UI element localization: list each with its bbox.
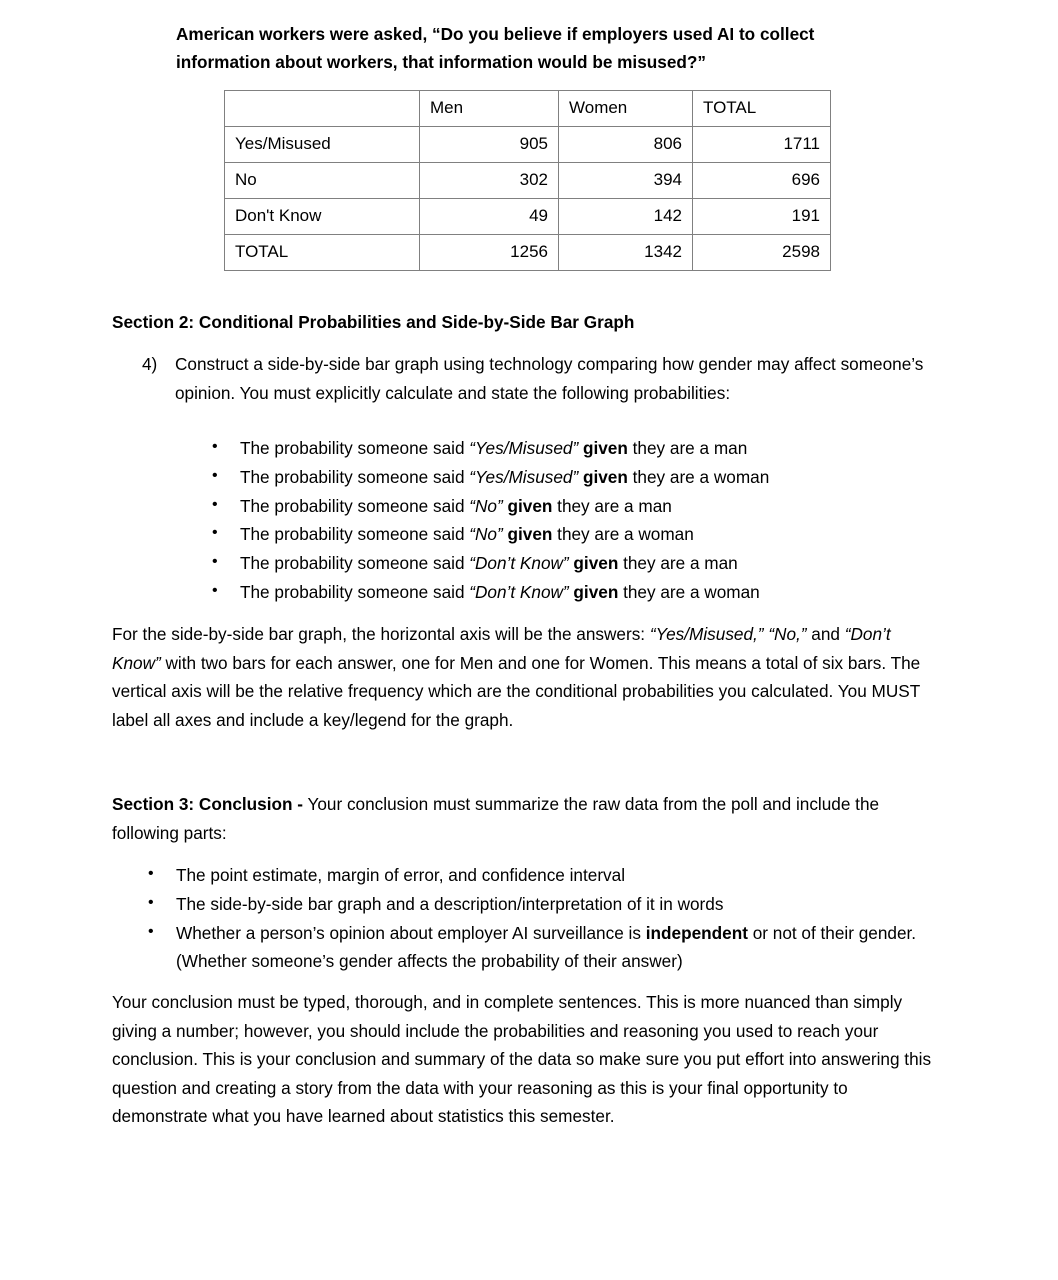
section-2-heading: Section 2: Conditional Probabilities and Side-by-Side Bar Graph bbox=[112, 312, 635, 332]
list-item bbox=[148, 861, 938, 890]
contingency-table bbox=[224, 90, 831, 271]
section-3-heading-bold: Section 3: Conclusion - bbox=[112, 794, 303, 814]
bullet-suffix: they are a man bbox=[627, 438, 748, 458]
conclusion-bullet-text: The point estimate, margin of error, and confidence interval bbox=[176, 865, 626, 885]
list-item bbox=[212, 463, 912, 492]
cell-total-women: 1342 bbox=[559, 235, 693, 271]
bullet-quoted-answer: “Yes/Misused” bbox=[469, 438, 579, 458]
bullet-given-word: given bbox=[582, 438, 628, 458]
bullet-quoted-answer: “No” bbox=[469, 524, 503, 545]
bullet-given-word: given bbox=[573, 581, 619, 602]
bullet-given-word: given bbox=[573, 553, 619, 574]
row-label-no: No bbox=[225, 163, 420, 199]
graph-para-part-4: with two bars for each answer, one for Men and one for Women. This means a total of six bars. The vertical axis will be the relative frequency which are the conditional probabilities you calculated. You MUST label all axes and include a key/legend for the graph. bbox=[112, 652, 921, 730]
table-header-women: Women bbox=[559, 91, 693, 127]
bullet-quoted-answer: “No” bbox=[469, 495, 503, 516]
cell-no-women: 394 bbox=[559, 163, 693, 199]
bullet-suffix: they are a man bbox=[552, 495, 672, 516]
bar-graph-instructions-paragraph bbox=[112, 620, 940, 734]
graph-para-quote-2: “No,” bbox=[768, 624, 807, 644]
bullet-quoted-answer: “Yes/Misused” bbox=[469, 466, 579, 487]
bullet-given-word: given bbox=[507, 524, 553, 545]
cell-yes-misused-total: 1711 bbox=[693, 127, 831, 163]
row-label-dont-know: Don't Know bbox=[225, 199, 420, 235]
numbered-item-4 bbox=[142, 350, 932, 407]
graph-para-quote-3: “Don’t Know” bbox=[112, 624, 891, 673]
bullet-suffix: they are a woman bbox=[627, 466, 770, 487]
bullet-prefix: The probability someone said bbox=[240, 495, 470, 516]
list-item bbox=[212, 578, 912, 607]
list-item bbox=[212, 434, 912, 463]
table-row bbox=[225, 235, 831, 271]
table-row bbox=[225, 163, 831, 199]
numbered-item-4-number: 4) bbox=[142, 354, 158, 374]
list-item bbox=[212, 520, 912, 549]
table-header-men: Men bbox=[420, 91, 559, 127]
table-corner-cell bbox=[225, 91, 420, 127]
cell-dont-know-total: 191 bbox=[693, 199, 831, 235]
cell-yes-misused-men: 905 bbox=[420, 127, 559, 163]
contingency-table-wrapper bbox=[224, 90, 831, 271]
table-row bbox=[225, 127, 831, 163]
bullet-suffix: they are a man bbox=[618, 553, 738, 574]
cell-dont-know-women: 142 bbox=[559, 199, 693, 235]
numbered-item-4-text: Construct a side-by-side bar graph using technology comparing how gender may affect someone’s opinion. You must explicitly calculate and state the following probabilities: bbox=[175, 354, 924, 403]
bullet-prefix: The probability someone said bbox=[240, 438, 470, 458]
table-header-total: TOTAL bbox=[693, 91, 831, 127]
conclusion-bullet-bold: independent bbox=[645, 922, 748, 943]
conclusion-bullet-text: The side-by-side bar graph and a description/interpretation of it in words bbox=[176, 893, 724, 914]
probability-bullet-list bbox=[212, 434, 912, 607]
bullet-given-word: given bbox=[507, 495, 553, 516]
row-label-yes-misused: Yes/Misused bbox=[225, 127, 420, 163]
list-item bbox=[148, 919, 938, 977]
cell-dont-know-men: 49 bbox=[420, 199, 559, 235]
list-item bbox=[212, 549, 912, 578]
list-item bbox=[212, 492, 912, 521]
bullet-prefix: The probability someone said bbox=[240, 581, 470, 602]
bullet-suffix: they are a woman bbox=[618, 581, 760, 602]
section-3-heading bbox=[112, 790, 940, 847]
conclusion-bullet-post: or not of their gender. (Whether someone’s gender affects the probability of their answer) bbox=[176, 922, 917, 972]
table-row bbox=[225, 199, 831, 235]
cell-no-total: 696 bbox=[693, 163, 831, 199]
bullet-prefix: The probability someone said bbox=[240, 466, 470, 487]
list-item bbox=[148, 890, 938, 919]
conclusion-closing-paragraph: Your conclusion must be typed, thorough, and in complete sentences. This is more nuanced than simply giving a number; however, you should include the probabilities and reasoning you used to reach your conclusion. This is your conclusion and summary of the data so make sure you put effort into answering this question and creating a story from the data with your reasoning as this is your final opportunity to demonstrate what you have learned about statistics this semester. bbox=[112, 992, 932, 1127]
intro-question: American workers were asked, “Do you believe if employers used AI to collect information about workers, that information would be misused?” bbox=[176, 24, 815, 72]
bullet-prefix: The probability someone said bbox=[240, 553, 470, 574]
graph-para-part-1: For the side-by-side bar graph, the horizontal axis will be the answers: bbox=[112, 624, 650, 644]
row-label-total: TOTAL bbox=[225, 235, 420, 271]
bullet-quoted-answer: “Don’t Know” bbox=[469, 581, 569, 602]
cell-yes-misused-women: 806 bbox=[559, 127, 693, 163]
bullet-given-word: given bbox=[582, 466, 628, 487]
cell-grand-total: 2598 bbox=[693, 235, 831, 271]
bullet-suffix: they are a woman bbox=[552, 524, 694, 545]
bullet-prefix: The probability someone said bbox=[240, 524, 470, 545]
graph-para-quote-1: “Yes/Misused,” bbox=[649, 624, 764, 644]
graph-para-part-3: and bbox=[806, 624, 845, 644]
conclusion-bullet-list bbox=[148, 861, 938, 976]
conclusion-bullet-pre: Whether a person’s opinion about employer AI surveillance is bbox=[176, 922, 646, 943]
cell-total-men: 1256 bbox=[420, 235, 559, 271]
cell-no-men: 302 bbox=[420, 163, 559, 199]
section-3-heading-rest: Your conclusion must summarize the raw data from the poll and include the following parts: bbox=[112, 794, 880, 843]
bullet-quoted-answer: “Don’t Know” bbox=[469, 553, 569, 574]
table-header-row bbox=[225, 91, 831, 127]
